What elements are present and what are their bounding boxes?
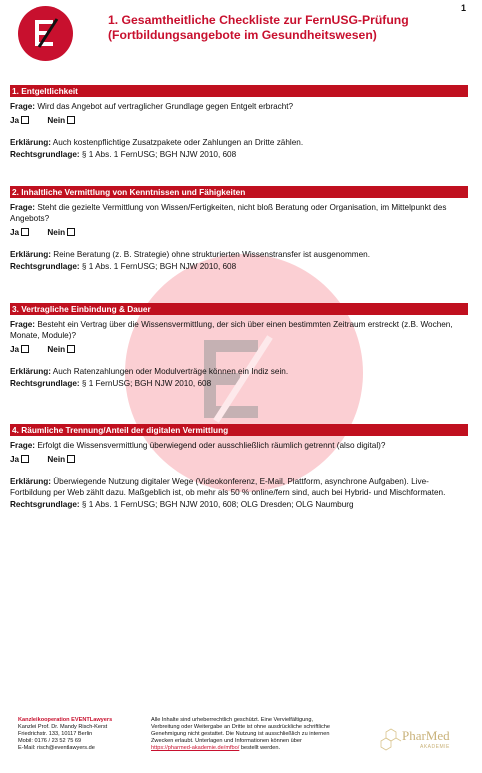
explanation-text: Überwiegende Nutzung digitaler Wege (Videokonferenz, E-Mail, Plattform, asynchrone Aufgaben). Live-Fortbildung per Web zählt dazu. Maßgeblich ist, ob mehr als 50 % online/fern sind, auch bei Hybrid- und Mischformaten. bbox=[10, 477, 446, 497]
question-text: Besteht ein Vertrag über die Wissensvermittlung, der sich über einen bestimmten Zeitraum erstreckt (z.B. Wochen, Monate, Module)? bbox=[10, 320, 453, 340]
order-link[interactable]: https://pharmed-akademie.de/mfbo/ bbox=[151, 745, 240, 752]
option-ja-label: Ja bbox=[10, 116, 20, 125]
question-text: Wird das Angebot auf vertraglicher Grundlage gegen Entgelt erbracht? bbox=[37, 102, 294, 111]
nein-checkbox[interactable] bbox=[67, 345, 75, 353]
section-raeumliche-trennung bbox=[10, 424, 468, 510]
question bbox=[10, 101, 468, 112]
option-nein bbox=[47, 344, 75, 355]
ja-checkbox[interactable] bbox=[21, 455, 29, 463]
page-title bbox=[108, 13, 448, 43]
explanation-label: Erklärung: bbox=[10, 367, 51, 376]
legal-basis-label: Rechtsgrundlage: bbox=[10, 379, 80, 388]
order-suffix: bestellt werden. bbox=[239, 745, 281, 752]
nein-checkbox[interactable] bbox=[67, 228, 75, 236]
legal-basis bbox=[10, 149, 468, 160]
footer-person: Kanzlei Prof. Dr. Mandy Risch-Kerst bbox=[18, 724, 108, 731]
copyright-line bbox=[151, 745, 363, 752]
pharmed-name: PharMed bbox=[402, 728, 450, 743]
answer-options bbox=[10, 344, 468, 355]
question-label: Frage: bbox=[10, 441, 36, 450]
explanation-label: Erklärung: bbox=[10, 250, 51, 259]
explanation bbox=[10, 249, 468, 260]
pharmed-sub: AKADEMIE bbox=[420, 744, 450, 750]
answer-options bbox=[10, 227, 468, 238]
ja-checkbox[interactable] bbox=[21, 345, 29, 353]
question bbox=[10, 440, 468, 451]
answer-options bbox=[10, 115, 468, 126]
ja-checkbox[interactable] bbox=[21, 116, 29, 124]
option-ja bbox=[10, 227, 29, 238]
section-vertragliche-einbindung bbox=[10, 303, 468, 389]
page-title-line-1: 1. Gesamtheitliche Checkliste zur FernUSG-Prüfung bbox=[108, 13, 409, 27]
option-ja-label: Ja bbox=[10, 228, 20, 237]
legal-basis-label: Rechtsgrundlage: bbox=[10, 262, 80, 271]
explanation-label: Erklärung: bbox=[10, 477, 51, 486]
legal-basis-text: § 1 FernUSG; BGH NJW 2010, 608 bbox=[81, 379, 212, 388]
section-heading: 2. Inhaltliche Vermittlung von Kenntnissen und Fähigkeiten bbox=[10, 186, 468, 198]
section-entgeltlichkeit bbox=[10, 85, 468, 160]
section-heading: 3. Vertragliche Einbindung & Dauer bbox=[10, 303, 468, 315]
option-nein-label: Nein bbox=[47, 345, 66, 354]
footer-street: Friedrichstr. 133, 10117 Berlin bbox=[18, 731, 93, 738]
page-title-line-2: (Fortbildungsangebote im Gesundheitswesen) bbox=[108, 28, 377, 42]
question bbox=[10, 319, 468, 341]
explanation bbox=[10, 366, 468, 377]
footer-firm: Kanzleikooperation EVENTLawyers bbox=[18, 717, 113, 723]
legal-basis-text: § 1 Abs. 1 FernUSG; BGH NJW 2010, 608 bbox=[81, 150, 237, 159]
question-label: Frage: bbox=[10, 320, 36, 329]
option-nein-label: Nein bbox=[47, 228, 66, 237]
question-label: Frage: bbox=[10, 102, 36, 111]
legal-basis-label: Rechtsgrundlage: bbox=[10, 500, 80, 509]
explanation-text: Reine Beratung (z. B. Strategie) ohne strukturierten Wissenstransfer ist ausgenommen. bbox=[53, 250, 370, 259]
footer-email: E-Mail: risch@eventlawyers.de bbox=[18, 745, 95, 752]
question-text: Steht die gezielte Vermittlung von Wissen/Fertigkeiten, nicht bloß Beratung oder Organisation, im Mittelpunkt des Angebots? bbox=[10, 203, 447, 223]
copyright-line: Alle Inhalte sind urheberrechtlich geschützt. Eine Vervielfältigung, bbox=[151, 717, 314, 723]
footer-contact bbox=[18, 717, 138, 752]
section-heading: 1. Entgeltlichkeit bbox=[10, 85, 468, 97]
answer-options bbox=[10, 454, 468, 465]
option-ja bbox=[10, 115, 29, 126]
eventlawyers-logo bbox=[18, 6, 73, 61]
legal-basis-text: § 1 Abs. 1 FernUSG; BGH NJW 2010, 608 bbox=[81, 262, 237, 271]
footer-mobile: Mobil: 0176 / 23 52 75 69 bbox=[18, 738, 82, 745]
option-nein bbox=[47, 227, 75, 238]
legal-basis-text: § 1 Abs. 1 FernUSG; BGH NJW 2010, 608; OLG Dresden; OLG Naumburg bbox=[81, 500, 354, 509]
explanation-text: Auch Ratenzahlungen oder Modulverträge können ein Indiz sein. bbox=[52, 367, 289, 376]
explanation bbox=[10, 137, 468, 148]
option-nein bbox=[47, 454, 75, 465]
option-nein-label: Nein bbox=[47, 116, 66, 125]
page-number: 1 bbox=[460, 3, 466, 13]
footer-copyright bbox=[151, 717, 363, 752]
legal-basis bbox=[10, 261, 468, 272]
section-heading: 4. Räumliche Trennung/Anteil der digitalen Vermittlung bbox=[10, 424, 468, 436]
ja-checkbox[interactable] bbox=[21, 228, 29, 236]
option-ja-label: Ja bbox=[10, 345, 20, 354]
pharmed-logo bbox=[378, 726, 468, 756]
nein-checkbox[interactable] bbox=[67, 455, 75, 463]
legal-basis bbox=[10, 499, 468, 510]
copyright-line: Genehmigung nicht gestattet. Die Nutzung ist ausschließlich zu internen bbox=[151, 731, 330, 738]
option-ja bbox=[10, 344, 29, 355]
question-label: Frage: bbox=[10, 203, 36, 212]
legal-basis-label: Rechtsgrundlage: bbox=[10, 150, 80, 159]
option-nein bbox=[47, 115, 75, 126]
section-inhaltliche-vermittlung bbox=[10, 186, 468, 272]
copyright-line: Zwecken erlaubt. Unterlagen und Informationen können über bbox=[151, 738, 302, 745]
logo-e-mark-icon bbox=[33, 18, 59, 48]
nein-checkbox[interactable] bbox=[67, 116, 75, 124]
option-ja bbox=[10, 454, 29, 465]
question bbox=[10, 202, 468, 224]
copyright-line: Verbreitung oder Weitergabe an Dritte ist ohne ausdrückliche schriftliche bbox=[151, 724, 330, 731]
explanation bbox=[10, 476, 468, 498]
explanation-text: Auch kostenpflichtige Zusatzpakete oder Zahlungen an Dritte zählen. bbox=[52, 138, 304, 147]
option-ja-label: Ja bbox=[10, 455, 20, 464]
question-text: Erfolgt die Wissensvermittlung überwiegend oder ausschließlich räumlich getrennt (also digital)? bbox=[37, 441, 386, 450]
explanation-label: Erklärung: bbox=[10, 138, 51, 147]
legal-basis bbox=[10, 378, 468, 389]
option-nein-label: Nein bbox=[47, 455, 66, 464]
